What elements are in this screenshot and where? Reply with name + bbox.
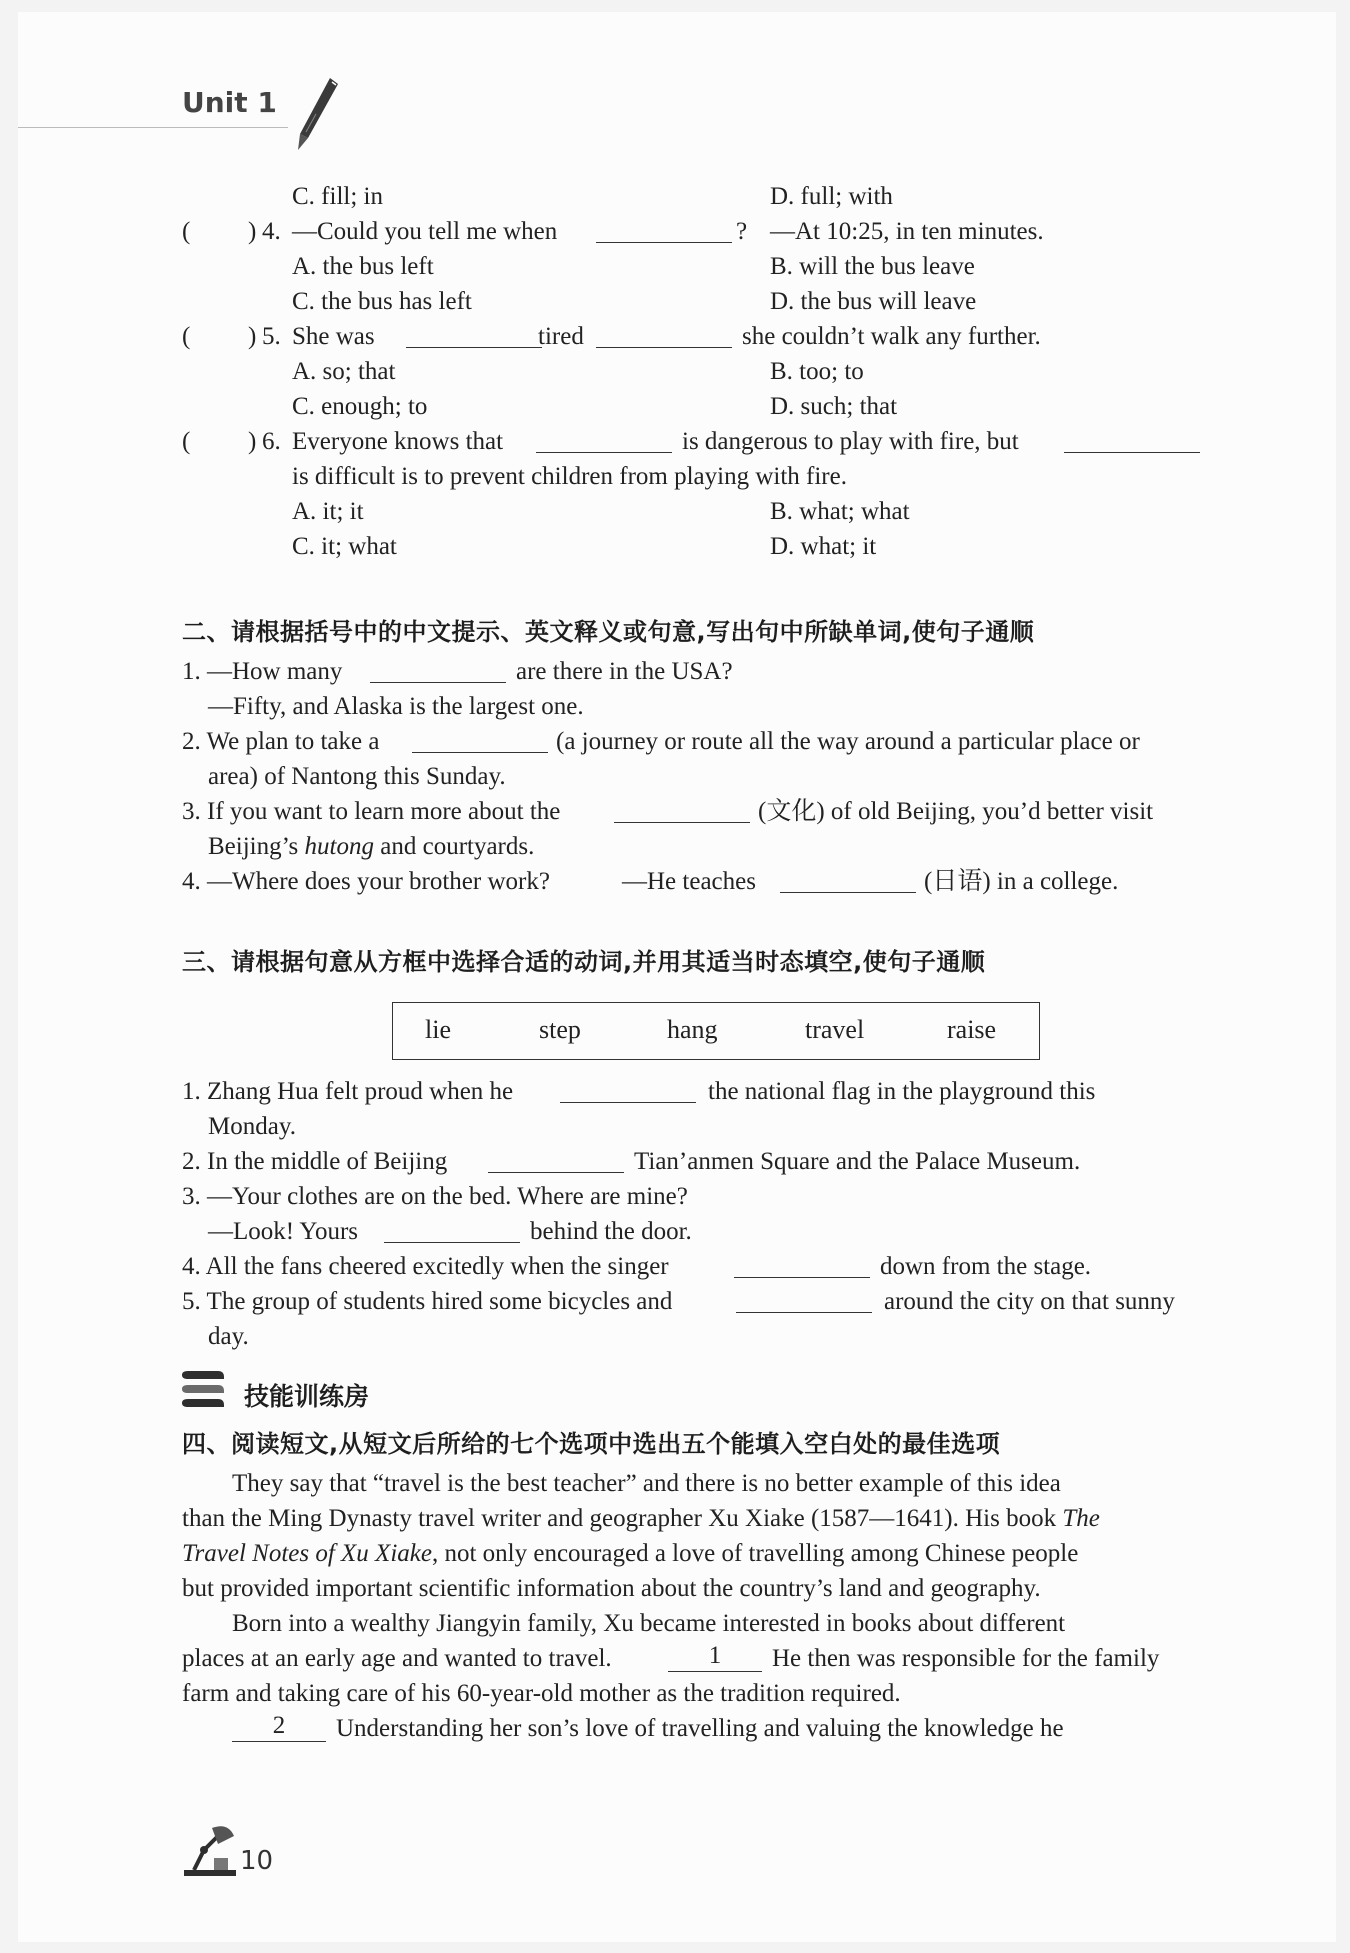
s3-q5-line2: day. (208, 1323, 249, 1350)
skills-section-icon (178, 1369, 226, 1413)
s2-q1-line2: —Fifty, and Alaska is the largest one. (208, 693, 584, 720)
q6-option-d: D. what; it (770, 533, 877, 560)
word-box (392, 1002, 1040, 1060)
s3-q1-a: 1. Zhang Hua felt proud when he (182, 1078, 514, 1105)
q3-option-d: D. full; with (770, 183, 893, 210)
q4-option-a: A. the bus left (292, 253, 434, 280)
section4-heading: 四、阅读短文,从短文后所给的七个选项中选出五个能填入空白处的最佳选项 (182, 1430, 1001, 1458)
s2-q4-b: —He teaches (622, 868, 756, 895)
passage-blank-1[interactable]: 1 (668, 1641, 762, 1672)
unit-label: Unit 1 (182, 86, 277, 119)
passage-p1-line3-text: , not only encouraged a love of travelling among Chinese people (431, 1540, 1079, 1567)
word-box-item: hang (667, 1015, 718, 1044)
q6-option-a: A. it; it (292, 498, 364, 525)
q6-paren-open: ( (182, 428, 191, 455)
workbook-page (18, 12, 1336, 1942)
word-box-item: raise (947, 1015, 997, 1044)
s2-q2-blank[interactable] (412, 730, 548, 753)
desk-lamp-icon (178, 1822, 248, 1878)
s2-q3-line2-b: and courtyards. (380, 833, 535, 860)
passage-p2-line3: farm and taking care of his 60-year-old mother as the tradition required. (182, 1680, 901, 1707)
s2-q2-b: (a journey or route all the way around a particular place or (556, 728, 1140, 755)
q3-option-c: C. fill; in (292, 183, 383, 210)
s3-q2-a: 2. In the middle of Beijing (182, 1148, 448, 1175)
q5-number: 5. (262, 323, 281, 350)
q4-answer-slot[interactable] (202, 217, 257, 247)
q5-answer-slot[interactable] (202, 322, 257, 352)
q6-option-b: B. what; what (770, 498, 910, 525)
passage-p1-line2-text: than the Ming Dynasty travel writer and geographer Xu Xiake (1587—1641). His book (182, 1505, 1057, 1532)
q4-option-d: D. the bus will leave (770, 288, 977, 315)
s2-q1-b: are there in the USA? (516, 658, 733, 685)
s2-q2-a: 2. We plan to take a (182, 728, 380, 755)
s2-q3-a: 3. If you want to learn more about the (182, 798, 561, 825)
q5-stem-c: she couldn’t walk any further. (742, 323, 1041, 350)
passage-p2-line2a: places at an early age and wanted to travel. (182, 1645, 612, 1672)
s3-q3-line2a: —Look! Yours (208, 1218, 359, 1245)
skills-title: 技能训练房 (244, 1382, 370, 1411)
s2-q3-line2 (208, 832, 534, 862)
s3-q4-a: 4. All the fans cheered excitedly when the singer (182, 1253, 669, 1280)
q6-answer-slot[interactable] (202, 427, 257, 457)
s2-q3-blank[interactable] (614, 800, 750, 823)
q6-blank-2[interactable] (1064, 430, 1200, 453)
q4-paren-open: ( (182, 218, 191, 245)
passage-p1-line3 (182, 1539, 1078, 1569)
s2-q4-a: 4. —Where does your brother work? (182, 868, 550, 895)
s2-q3-b: (文化) of old Beijing, you’d better visit (758, 798, 1154, 825)
passage-p3-line1: Understanding her son’s love of travelling and valuing the knowledge he (336, 1715, 1064, 1742)
q5-blank-2[interactable] (596, 325, 732, 348)
q4-option-b: B. will the bus leave (770, 253, 975, 280)
s3-q4-blank[interactable] (734, 1255, 870, 1278)
q5-stem-a: She was (292, 323, 375, 350)
s2-q3-line2-a: Beijing’s (208, 833, 299, 860)
q6-number: 6. (262, 428, 281, 455)
passage-blank-2[interactable]: 2 (232, 1711, 326, 1742)
section2-heading: 二、请根据括号中的中文提示、英文释义或句意,写出句中所缺单词,使句子通顺 (182, 618, 1035, 646)
q6-option-c: C. it; what (292, 533, 397, 560)
word-box-item: lie (425, 1015, 451, 1044)
q6-stem-a: Everyone knows that (292, 428, 504, 455)
s3-q3-blank[interactable] (384, 1220, 520, 1243)
passage-book-title-end: Travel Notes of Xu Xiake (182, 1540, 432, 1567)
s3-q5-blank[interactable] (736, 1290, 872, 1313)
s2-q1-a: 1. —How many (182, 658, 343, 685)
q5-paren-close: ) (248, 323, 257, 350)
passage-p1-line1: They say that “travel is the best teacher” and there is no better example of this idea (232, 1470, 1061, 1497)
q5-option-a: A. so; that (292, 358, 396, 385)
s3-q1-blank[interactable] (560, 1080, 696, 1103)
pen-icon (286, 74, 342, 154)
s3-q3-a: 3. —Your clothes are on the bed. Where are mine? (182, 1183, 688, 1210)
passage-p2-line2b: He then was responsible for the family (772, 1645, 1160, 1672)
s2-q1-blank[interactable] (370, 660, 506, 683)
q5-stem-b: tired (538, 323, 584, 350)
s3-q4-b: down from the stage. (880, 1253, 1092, 1280)
passage-p1-line2 (182, 1504, 1100, 1534)
q5-option-b: B. too; to (770, 358, 864, 385)
s2-q2-line2: area) of Nantong this Sunday. (208, 763, 506, 790)
q6-line2: is difficult is to prevent children from playing with fire. (292, 463, 847, 490)
q5-option-d: D. such; that (770, 393, 898, 420)
word-box-item: travel (805, 1015, 865, 1044)
q6-stem-b: is dangerous to play with fire, but (682, 428, 1019, 455)
q4-option-c: C. the bus has left (292, 288, 472, 315)
passage-p1-line4: but provided important scientific information about the country’s land and geography. (182, 1575, 1041, 1602)
q4-paren-close: ) (248, 218, 257, 245)
q5-blank-1[interactable] (406, 325, 542, 348)
passage-p2-line1: Born into a wealthy Jiangyin family, Xu became interested in books about different (232, 1610, 1066, 1637)
s3-q5-b: around the city on that sunny (884, 1288, 1175, 1315)
s3-q2-b: Tian’anmen Square and the Palace Museum. (634, 1148, 1081, 1175)
s2-q4-c: (日语) in a college. (924, 868, 1119, 895)
q5-paren-open: ( (182, 323, 191, 350)
s2-q4-blank[interactable] (780, 870, 916, 893)
s3-q1-line2: Monday. (208, 1113, 296, 1140)
page-number: 10 (240, 1846, 274, 1876)
section3-heading: 三、请根据句意从方框中选择合适的动词,并用其适当时态填空,使句子通顺 (182, 948, 986, 976)
s3-q1-b: the national flag in the playground this (708, 1078, 1096, 1105)
q4-stem-c: —At 10:25, in ten minutes. (770, 218, 1044, 245)
q4-blank[interactable] (596, 220, 732, 243)
q6-blank-1[interactable] (536, 430, 672, 453)
q5-option-c: C. enough; to (292, 393, 428, 420)
q4-stem-b: ? (736, 218, 748, 245)
s3-q3-line2b: behind the door. (530, 1218, 692, 1245)
s3-q2-blank[interactable] (488, 1150, 624, 1173)
s3-q5-a: 5. The group of students hired some bicycles and (182, 1288, 673, 1315)
q4-stem-a: —Could you tell me when (292, 218, 558, 245)
q4-number: 4. (262, 218, 281, 245)
q6-paren-close: ) (248, 428, 257, 455)
s2-q3-line2-italic: hutong (304, 833, 374, 860)
word-box-item: step (539, 1015, 581, 1044)
passage-book-title-start: The (1062, 1505, 1100, 1532)
header-rule (18, 127, 288, 128)
